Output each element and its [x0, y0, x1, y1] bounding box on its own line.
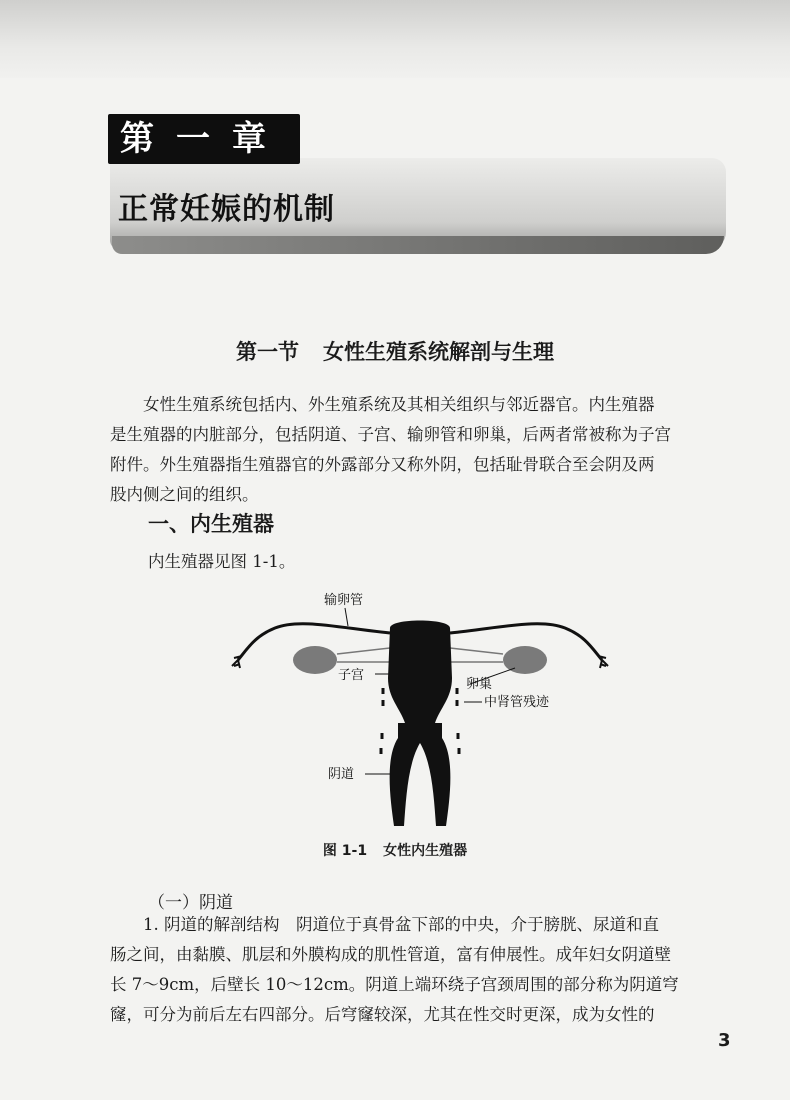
section-name: 女性生殖系统解剖与生理: [323, 340, 554, 364]
left-ligament: [337, 648, 390, 662]
paragraph-line: 长 7～9cm，后壁长 10～12cm。阴道上端环绕子宫颈周围的部分称为阴道穹: [110, 975, 679, 994]
section-title: [0, 336, 790, 366]
paragraph-line: 肠之间，由黏膜、肌层和外膜构成的肌性管道，富有伸展性。成年妇女阴道壁: [110, 945, 671, 964]
paragraph-line: 是生殖器的内脏部分，包括阴道、子宫、输卵管和卵巢，后两者常被称为子宫: [110, 425, 671, 444]
page-number: 3: [718, 1030, 731, 1051]
vagina-heading: （一）阴道: [148, 893, 233, 913]
uterus-shape: [388, 621, 452, 724]
intro-paragraph: [110, 390, 726, 510]
left-remnant: [381, 688, 383, 754]
figure-reference: 内生殖器见图 1-1。: [148, 552, 296, 571]
caption-number: 图 1-1: [322, 843, 368, 859]
section-number: 第一节: [236, 340, 299, 364]
chapter-label: 第一章: [108, 114, 300, 164]
vagina-paragraph: [110, 910, 726, 1030]
right-remnant: [457, 688, 459, 754]
paragraph-line: 1. 阴道的解剖结构 阴道位于真骨盆下部的中央，介于膀胱、尿道和直: [143, 915, 659, 934]
leader-tube: [345, 608, 348, 626]
anatomy-figure: [220, 588, 620, 833]
paragraph-line: 女性生殖系统包括内、外生殖系统及其相关组织与邻近器官。内生殖器: [143, 395, 655, 414]
vagina-shape: [390, 723, 451, 826]
page-top-shadow: [0, 0, 790, 78]
chapter-title: 正常妊娠的机制: [118, 192, 335, 227]
subsection-heading: 一、内生殖器: [148, 512, 274, 536]
figure-caption: [0, 840, 790, 860]
label-ovary: 卵巢: [466, 677, 493, 692]
label-mesonephric-remnant: 中肾管残迹: [484, 695, 550, 710]
left-ovary: [293, 646, 337, 674]
chapter-banner-shadow: [112, 236, 724, 254]
paragraph-line: 窿，可分为前后左右四部分。后穹窿较深，尤其在性交时更深，成为女性的: [110, 1005, 655, 1024]
label-fallopian-tube: 输卵管: [324, 593, 364, 608]
paragraph-line: 股内侧之间的组织。: [110, 485, 259, 504]
right-ligament: [450, 648, 503, 662]
label-vagina: 阴道: [328, 767, 355, 782]
label-uterus: 子宫: [338, 668, 365, 683]
caption-text: 女性内生殖器: [383, 843, 468, 859]
paragraph-line: 附件。外生殖器指生殖器官的外露部分又称外阴，包括耻骨联合至会阴及两: [110, 455, 655, 474]
